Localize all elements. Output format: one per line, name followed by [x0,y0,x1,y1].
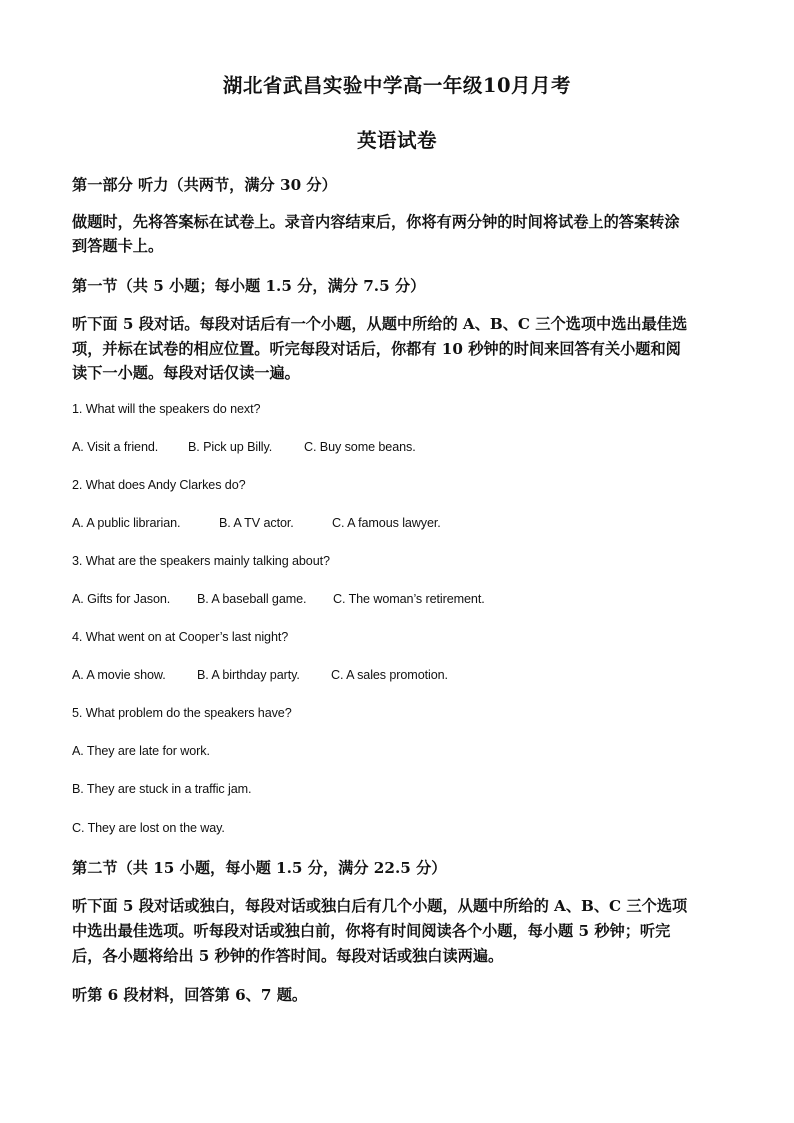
question-5-option-b: B. They are stuck in a traffic jam. [72,782,252,796]
section2-instruction-line-3: 后，各小题将给出 5 秒钟的作答时间。每段对话或独白读两遍。 [72,947,504,965]
option-b: B. A TV actor. [219,516,294,530]
option-c: C. The woman’s retirement. [333,592,485,606]
section1-instruction-line-1: 听下面 5 段对话。每段对话后有一个小题，从题中所给的 A、B、C 三个选项中选出最佳选 [72,315,688,333]
instruction-line-2: 到答题卡上。 [72,237,164,255]
section2-instruction-line-1: 听下面 5 段对话或独白，每段对话或独白后有几个小题，从题中所给的 A、B、C 三个选项 [72,897,688,915]
material-6-heading: 听第 6 段材料，回答第 6、7 题。 [72,986,308,1004]
question-4-options [72,668,722,682]
question-2: 2. What does Andy Clarkes do? [72,478,246,492]
option-a: A. Gifts for Jason. [72,592,171,606]
question-5-option-c: C. They are lost on the way. [72,821,225,835]
option-b: B. A birthday party. [197,668,300,682]
section1-instruction-line-3: 读下一小题。每段对话仅读一遍。 [72,364,300,382]
question-3: 3. What are the speakers mainly talking about? [72,554,330,568]
section1-instruction-line-2: 项，并标在试卷的相应位置。听完每段对话后，你都有 10 秒钟的时间来回答有关小题和阅 [72,340,681,358]
question-1: 1. What will the speakers do next? [72,402,261,416]
exam-subtitle: 英语试卷 [356,129,437,152]
option-c: C. A sales promotion. [331,668,448,682]
option-a: A. A movie show. [72,668,166,682]
option-c: C. Buy some beans. [304,440,416,454]
instruction-line-1: 做题时，先将答案标在试卷上。录音内容结束后，你将有两分钟的时间将试卷上的答案转涂 [72,213,680,231]
option-b: B. Pick up Billy. [188,440,273,454]
question-2-options [72,516,722,530]
option-c: C. A famous lawyer. [332,516,441,530]
section2-instruction-line-2: 中选出最佳选项。听每段对话或独白前，你将有时间阅读各个小题，每小题 5 秒钟；听完 [72,922,671,940]
question-5-option-a: A. They are late for work. [72,744,210,758]
option-a: A. Visit a friend. [72,440,159,454]
question-4: 4. What went on at Cooper’s last night? [72,630,289,644]
option-b: B. A baseball game. [197,592,307,606]
question-1-options [72,440,722,454]
section2-heading: 第二节（共 15 小题，每小题 1.5 分，满分 22.5 分） [72,859,447,877]
option-a: A. A public librarian. [72,516,181,530]
section1-heading: 第一节（共 5 小题；每小题 1.5 分，满分 7.5 分） [72,277,426,295]
exam-title: 湖北省武昌实验中学高一年级10月月考 [222,74,572,97]
question-5: 5. What problem do the speakers have? [72,706,292,720]
part1-heading: 第一部分 听力（共两节，满分 30 分） [72,176,337,194]
question-3-options [72,592,722,606]
